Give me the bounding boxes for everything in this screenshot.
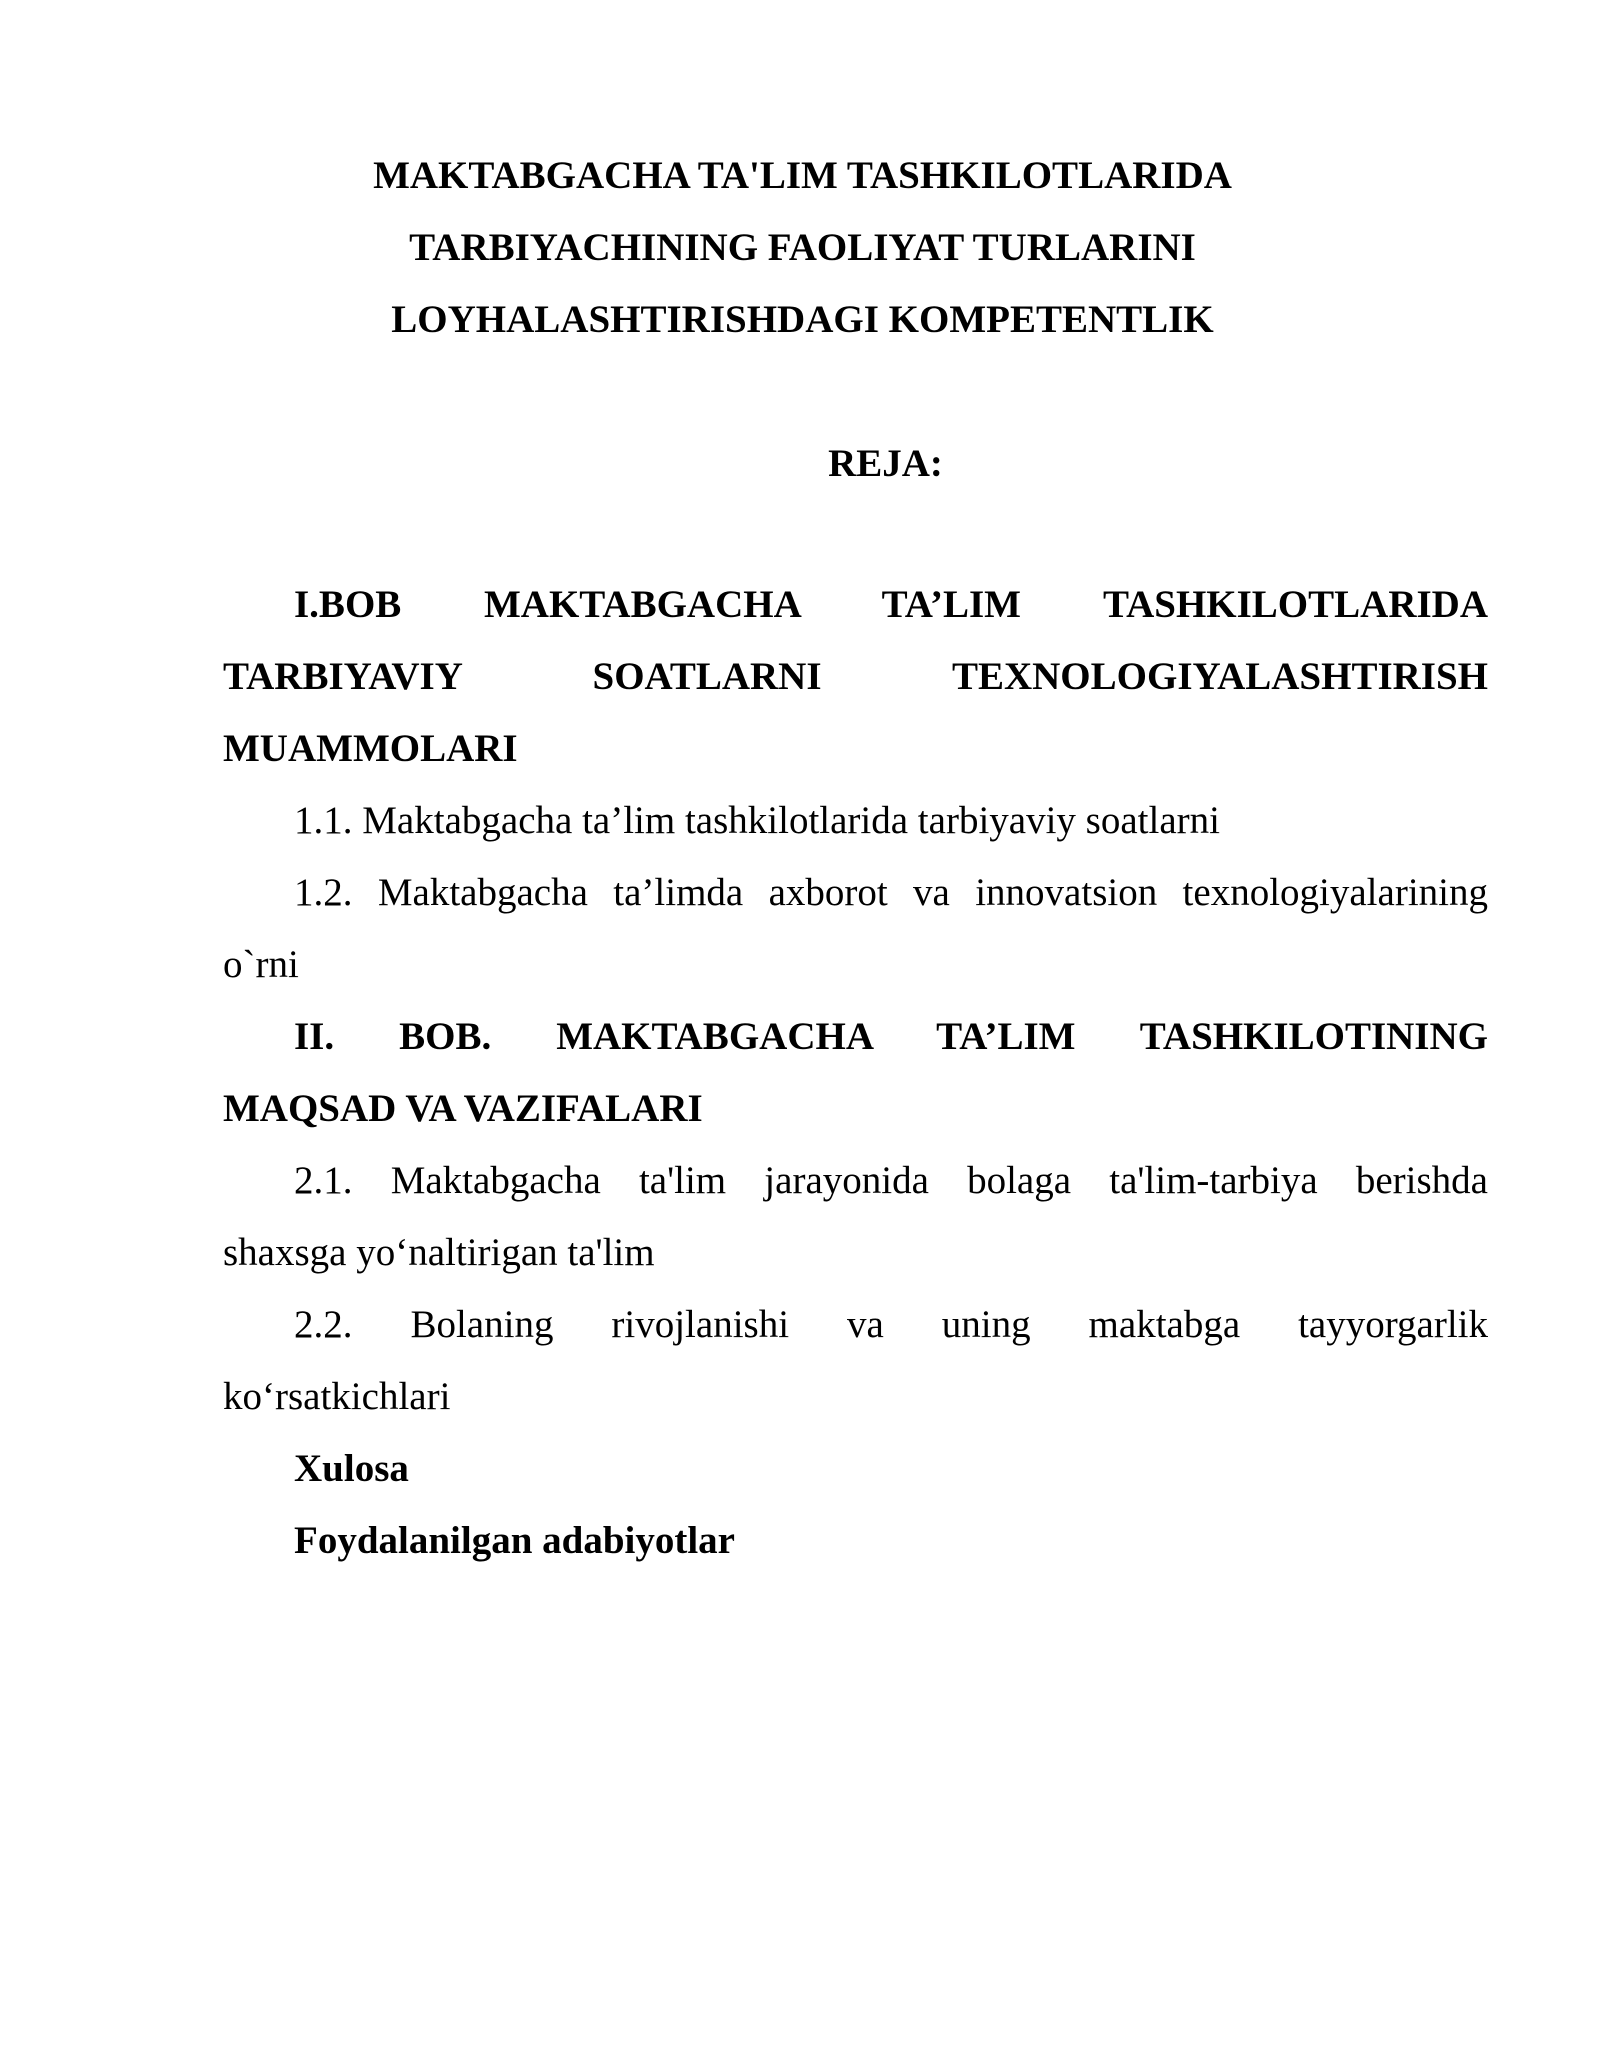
section-1-1 [223,785,1488,857]
title-line-1: MAKTABGACHA TA'LIM TASHKILOTLARIDA [373,154,1232,197]
chapter-1-line-2: TARBIYAVIY SOATLARNI TEXNOLOGIYALASHTIRISH [223,655,1488,698]
title-line-3: LOYHALASHTIRISHDAGI KOMPETENTLIK [391,298,1214,341]
section-2-1 [223,1145,1488,1289]
conclusion-item [223,1433,1488,1505]
section-2-1-line-2: shaxsga yo‘naltirigan ta'lim [223,1231,655,1274]
section-1-1-text: 1.1. Maktabgacha ta’lim tashkilotlarida tarbiyaviy soatlarni [294,799,1220,842]
chapter-1-heading [223,569,1488,785]
section-2-1-line-1: 2.1. Maktabgacha ta'lim jarayonida bolaga ta'lim-tarbiya berishda [294,1159,1488,1202]
section-1-2-line-1: 1.2. Maktabgacha ta’limda axborot va innovatsion texnologiyalarining [294,871,1488,914]
section-1-2-line-2: o`rni [223,943,299,986]
document-title [0,140,1600,356]
references-item [223,1505,1488,1577]
chapter-2-line-2: MAQSAD VA VAZIFALARI [223,1087,703,1130]
chapter-2-line-1: II. BOB. MAKTABGACHA TA’LIM TASHKILOTINING [294,1015,1488,1058]
references-text: Foydalanilgan adabiyotlar [294,1519,735,1562]
section-2-2 [223,1289,1488,1433]
title-line-2: TARBIYACHINING FAOLIYAT TURLARINI [409,226,1196,269]
chapter-1-line-1: I.BOB MAKTABGACHA TA’LIM TASHKILOTLARIDA [294,583,1488,626]
section-2-2-line-1: 2.2. Bolaning rivojlanishi va uning maktabga tayyorgarlik [294,1303,1488,1346]
table-of-contents [223,569,1488,1577]
plan-heading: REJA: [828,442,943,485]
chapter-2-heading [223,1001,1488,1145]
conclusion-text: Xulosa [294,1447,409,1490]
section-2-2-line-2: ko‘rsatkichlari [223,1375,451,1418]
section-1-2 [223,857,1488,1001]
chapter-1-line-3: MUAMMOLARI [223,727,518,770]
